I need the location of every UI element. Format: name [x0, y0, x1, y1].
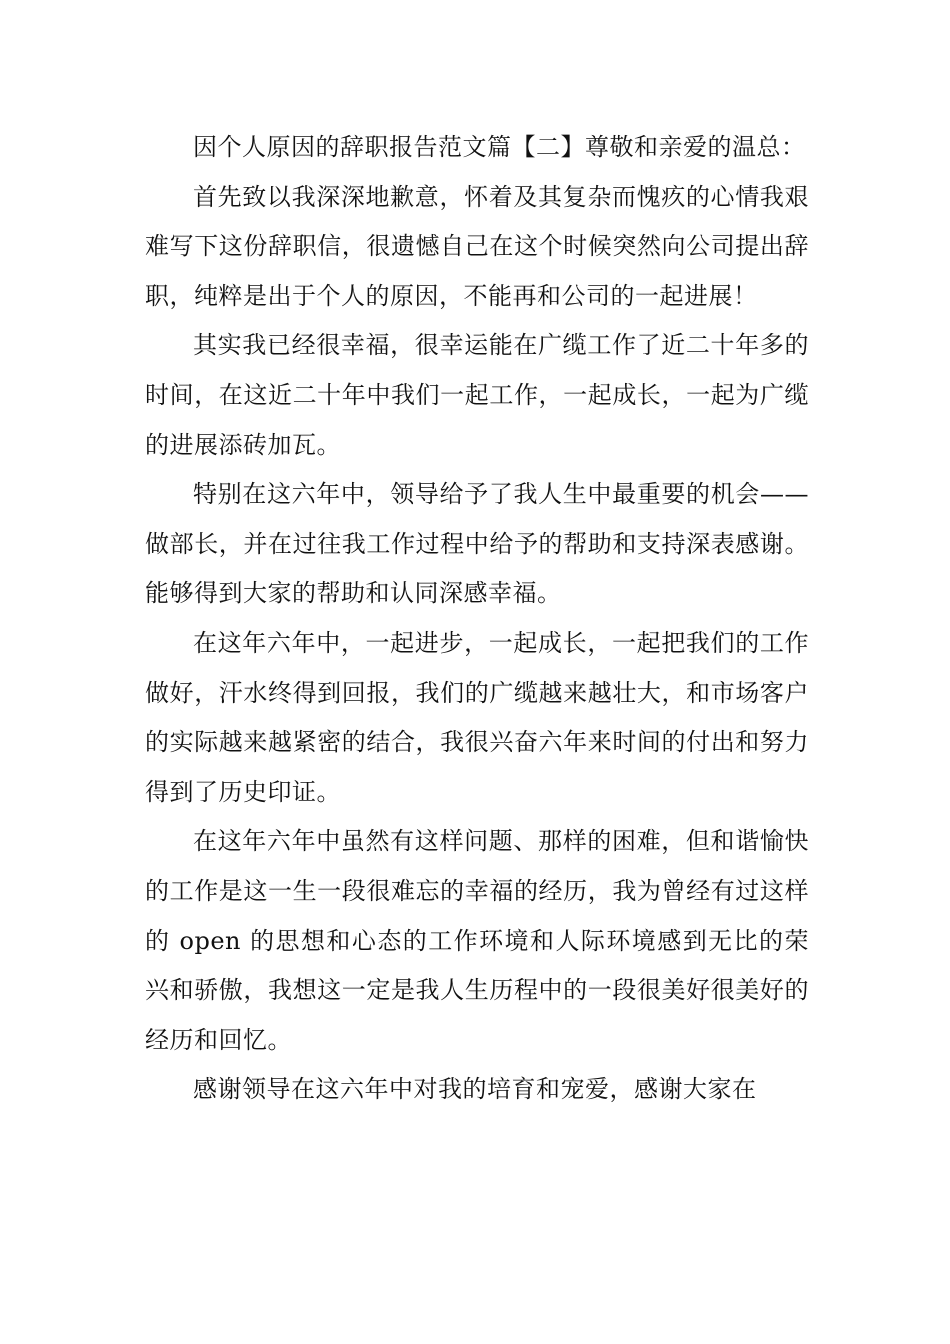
paragraph-opportunity: 特别在这六年中，领导给予了我人生中最重要的机会——做部长，并在过往我工作过程中给予的帮助和支持深表感谢。能够得到大家的帮助和认同深感幸福。	[145, 480, 809, 608]
paragraph-thanks: 感谢领导在这六年中对我的培育和宠爱，感谢大家在	[193, 1075, 757, 1104]
paragraph-gratitude-years: 其实我已经很幸福，很幸运能在广缆工作了近二十年多的时间，在这近二十年中我们一起工作，一起成长，一起为广缆的进展添砖加瓦。	[145, 331, 809, 459]
paragraph-heading-salutation: 因个人原因的辞职报告范文篇【二】尊敬和亲爱的温总：	[193, 133, 806, 161]
paragraph-apology: 首先致以我深深地歉意，怀着及其复杂而愧疚的心情我艰难写下这份辞职信，很遗憾自己在这个时候突然向公司提出辞职，纯粹是出于个人的原因，不能再和公司的一起进展！	[145, 182, 809, 310]
paragraph-experience: 在这年六年中虽然有这样问题、那样的困难，但和谐愉快的工作是这一生一段很难忘的幸福的经历，我为曾经有过这样的 open 的思想和心态的工作环境和人际环境感到无比的荣兴和骄傲，我想这一定是我人生历程中的一段很美好很美好的经历和回忆。	[145, 827, 809, 1054]
paragraph-progress: 在这年六年中，一起进步，一起成长，一起把我们的工作做好，汗水终得到回报，我们的广缆越来越壮大，和市场客户的实际越来越紧密的结合，我很兴奋六年来时间的付出和努力得到了历史印证。	[145, 628, 809, 806]
document-body	[145, 123, 809, 1115]
